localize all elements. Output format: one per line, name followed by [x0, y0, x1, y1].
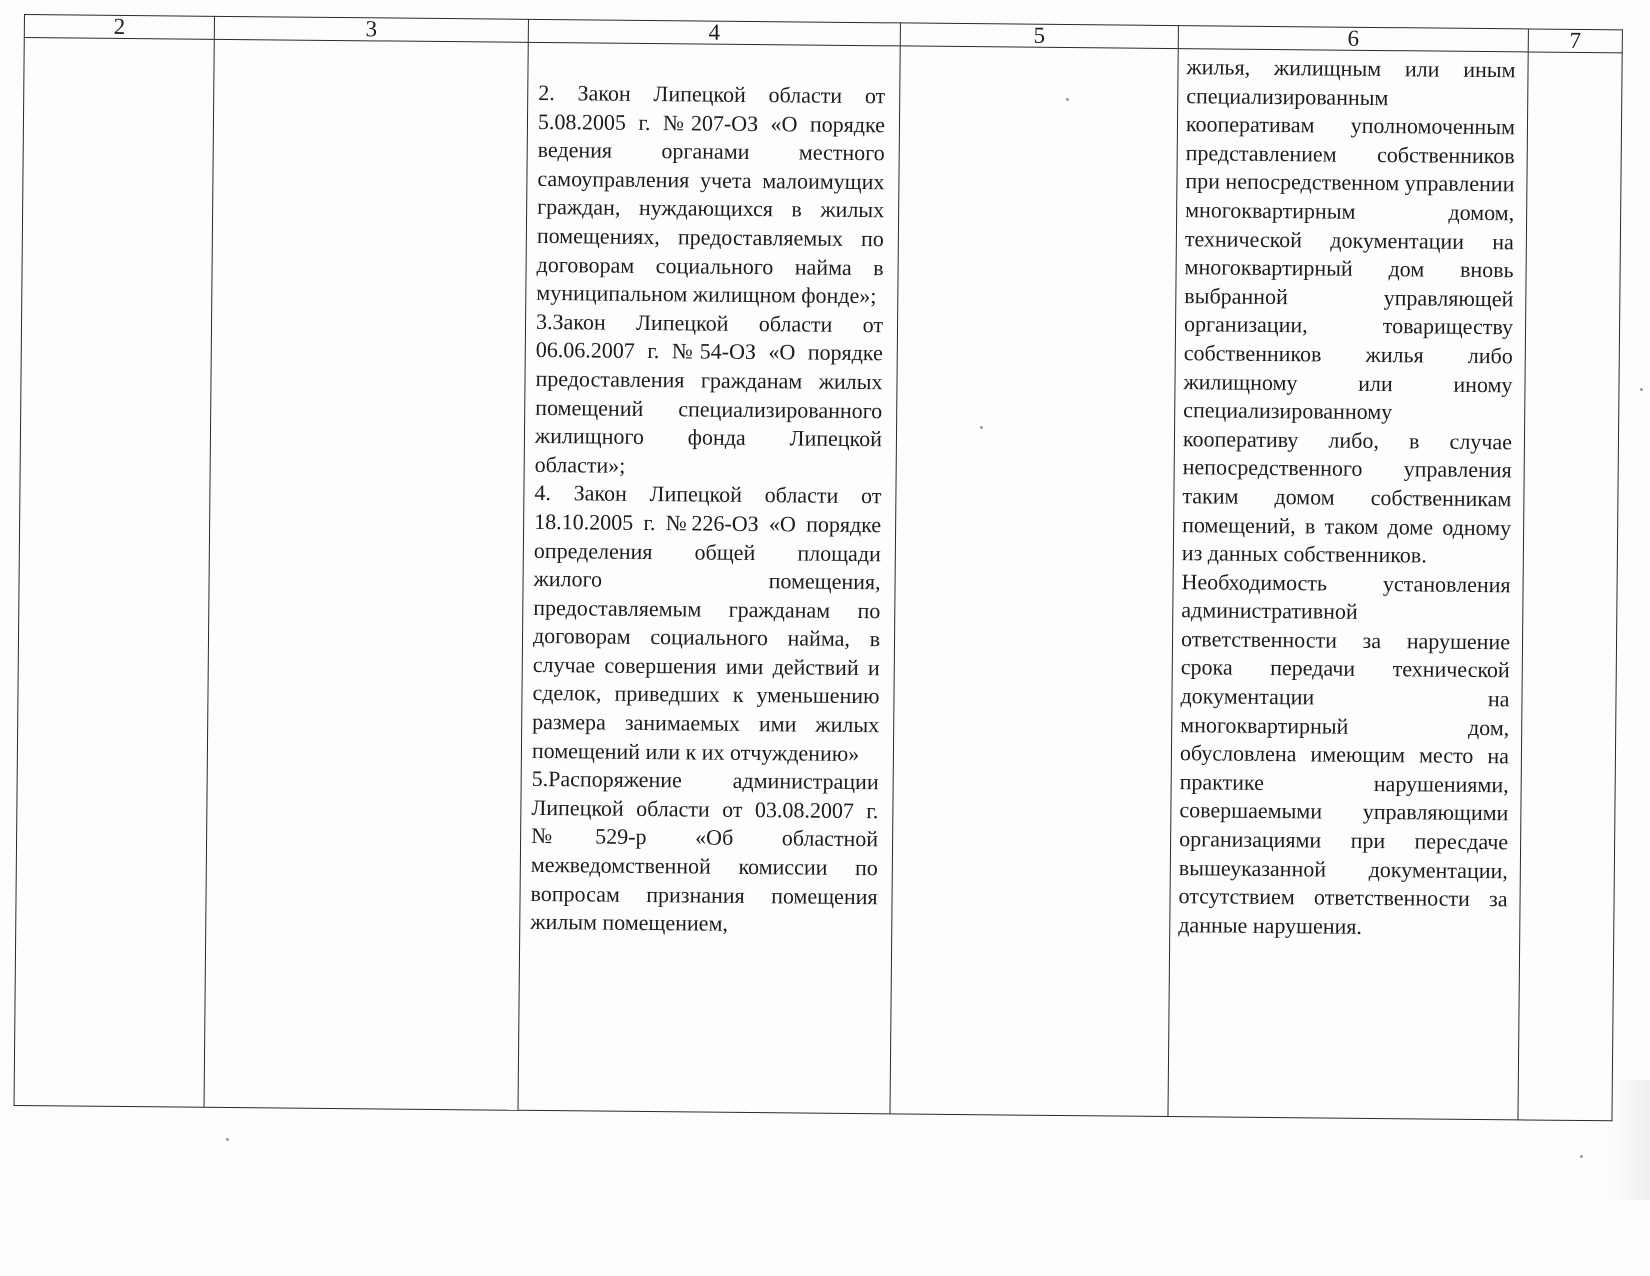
justification-paragraph: жилья, жилищным или иным специализированным кооперативам уполномоченным представлением собственников при непосредственном управлении многоквартирным домом, технической документации на многоквартирный дом вновь выбранной управляющей организации, товариществу собственников жилья либо жилищному или иному специализированному кооперативу либо, в случае непосредственного управления таким домом собственникам помещений, в таком доме одному из данных собственников.: [1181, 54, 1516, 568]
scan-speck: [1640, 388, 1643, 391]
justification-paragraph: Необходимость установления административной ответственности за нарушение срока передачи технической документации на многоквартирный дом, обусловлена имеющим место на практике нарушениями, совершаемыми управляющими организациями при пересдаче вышеуказанной документации, отсутствием ответственности за данные нарушения.: [1178, 568, 1511, 939]
legal-act-item: 2. Закон Липецкой области от 5.08.2005 г. №207-ОЗ «О порядке ведения органами местного самоуправления учета малоимущих граждан, нуждающихся в жилых помещениях, предоставляемых по договорам социального найма в муниципальном жилищном фонде»;: [536, 79, 886, 309]
document-table: [14, 14, 1623, 1121]
column-header-6: 6: [1178, 26, 1528, 52]
cell-col-2: [14, 38, 214, 1108]
cell-col-5: [890, 46, 1178, 1117]
column-header-3: 3: [214, 16, 528, 42]
cell-col-4: [518, 42, 900, 1114]
legal-act-item: 3.Закон Липецкой области от 06.06.2007 г. №54-ОЗ «О порядке предоставления гражданам жилых помещений специализированного жилищного фонда Липецкой области»;: [534, 308, 884, 478]
cell-col-6-text: [1170, 49, 1528, 943]
column-header-5: 5: [900, 23, 1178, 49]
column-header-2: 2: [24, 15, 214, 40]
cell-col-7: [1518, 52, 1622, 1121]
cell-col-3: [204, 39, 528, 1110]
cell-col-6: [1168, 49, 1528, 1120]
legal-act-item: 4. Закон Липецкой области от 18.10.2005 г. №226-ОЗ «О порядке определения общей площади жилого помещения, предоставляемым гражданам по договорам социального найма, в случае совершения ими действий и сделок, приведших к уменьшению размера занимаемых ими жилых помещений или к их отчуждению»: [531, 480, 882, 766]
column-header-7: 7: [1528, 29, 1622, 53]
document-table-frame: [13, 14, 1621, 1129]
column-header-4: 4: [528, 19, 900, 46]
scan-speck: [980, 426, 983, 429]
scan-speck: [226, 1138, 229, 1141]
scan-edge-shadow: [1610, 1080, 1650, 1200]
scan-speck: [1066, 98, 1069, 101]
legal-act-item: 5.Распоряжение администрации Липецкой области от 03.08.2007 г. №529-р «Об областной межведомственной комиссии по вопросам признания помещения жилым помещением,: [530, 766, 879, 937]
table-row: [14, 38, 1622, 1121]
scan-speck: [1580, 1155, 1583, 1158]
cell-col-4-text: [520, 43, 900, 940]
